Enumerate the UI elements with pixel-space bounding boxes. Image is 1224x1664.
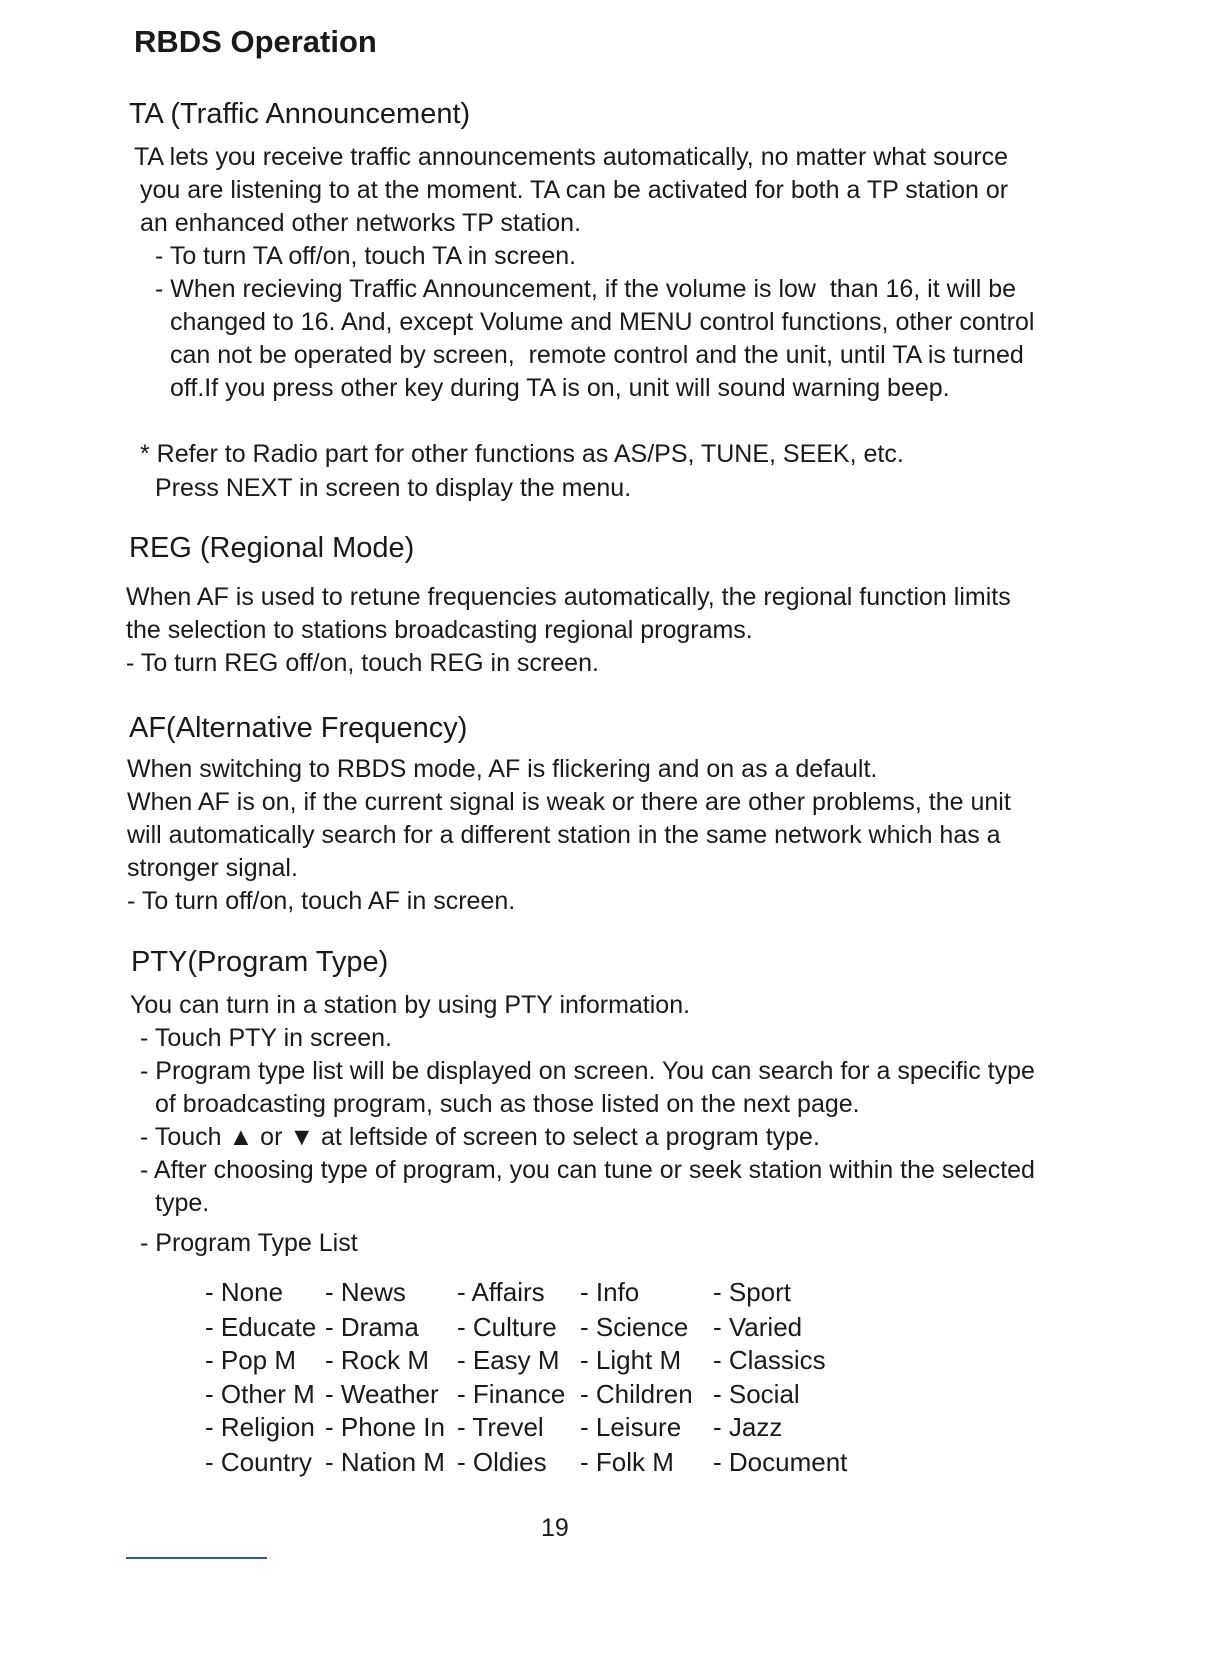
- program-type-item: - Social: [713, 1379, 800, 1409]
- pty-bullet-continued: type.: [155, 1189, 210, 1217]
- program-type-item: - Leisure: [580, 1412, 682, 1442]
- program-type-item: - Trevel: [457, 1412, 544, 1442]
- reg-bullet: - To turn REG off/on, touch REG in screen.: [126, 649, 599, 677]
- ta-bullet-continued: changed to 16. And, except Volume and MENU control functions, other control: [170, 308, 1035, 336]
- program-type-item: - Science: [580, 1312, 689, 1342]
- reg-paragraph-line: When AF is used to retune frequencies automatically, the regional function limits: [126, 583, 1011, 611]
- pty-bullet: - Program type list will be displayed on screen. You can search for a specific type: [140, 1057, 1035, 1085]
- program-type-row: [205, 1345, 826, 1378]
- af-paragraph-line: When AF is on, if the current signal is weak or there are other problems, the unit: [127, 788, 1011, 816]
- ta-note: * Refer to Radio part for other functions as AS/PS, TUNE, SEEK, etc.: [140, 440, 904, 468]
- program-type-item: - Culture: [457, 1312, 557, 1342]
- program-type-item: - None: [205, 1277, 284, 1307]
- pty-bullet: - Program Type List: [140, 1229, 358, 1257]
- program-type-item: - Light M: [580, 1345, 682, 1375]
- af-bullet: - To turn off/on, touch AF in screen.: [127, 887, 516, 915]
- program-type-item: - Nation M: [325, 1447, 445, 1477]
- reg-heading: REG (Regional Mode): [129, 532, 415, 564]
- pty-bullet: - Touch ▲ or ▼ at leftside of screen to select a program type.: [140, 1123, 820, 1151]
- program-type-item: - Document: [713, 1447, 848, 1477]
- program-type-item: - Finance: [457, 1379, 566, 1409]
- ta-heading: TA (Traffic Announcement): [129, 98, 471, 130]
- program-type-item: - Rock M: [325, 1345, 429, 1375]
- program-type-row: [205, 1412, 783, 1445]
- program-type-item: - Other M: [205, 1379, 315, 1409]
- ta-note: Press NEXT in screen to display the menu.: [155, 474, 632, 502]
- ta-bullet-continued: off.If you press other key during TA is on, unit will sound warning beep.: [170, 374, 950, 402]
- program-type-item: - Classics: [713, 1345, 826, 1375]
- program-type-item: - Phone In: [325, 1412, 445, 1442]
- program-type-item: - Folk M: [580, 1447, 674, 1477]
- ta-bullet: - When recieving Traffic Announcement, if the volume is low than 16, it will be: [155, 275, 1017, 303]
- ta-paragraph-line: an enhanced other networks TP station.: [140, 209, 582, 237]
- footer-rule: [126, 1557, 267, 1559]
- pty-bullet: - Touch PTY in screen.: [140, 1024, 392, 1052]
- program-type-item: - Affairs: [457, 1277, 545, 1307]
- program-type-item: - Drama: [325, 1312, 419, 1342]
- program-type-row: [205, 1312, 803, 1345]
- af-paragraph-line: When switching to RBDS mode, AF is flickering and on as a default.: [127, 755, 878, 783]
- ta-bullet: - To turn TA off/on, touch TA in screen.: [155, 242, 577, 270]
- program-type-item: - Info: [580, 1277, 640, 1307]
- program-type-row: [205, 1379, 800, 1412]
- program-type-item: - Religion: [205, 1412, 315, 1442]
- ta-paragraph-line: you are listening to at the moment. TA can be activated for both a TP station or: [140, 176, 1009, 204]
- program-type-item: - Children: [580, 1379, 693, 1409]
- program-type-row: [205, 1447, 848, 1480]
- program-type-item: - Weather: [325, 1379, 439, 1409]
- reg-paragraph-line: the selection to stations broadcasting regional programs.: [126, 616, 753, 644]
- page-number: 19: [541, 1514, 569, 1542]
- program-type-item: - News: [325, 1277, 406, 1307]
- pty-heading: PTY(Program Type): [131, 946, 389, 978]
- pty-paragraph-line: You can turn in a station by using PTY information.: [130, 991, 691, 1019]
- af-paragraph-line: will automatically search for a different station in the same network which has a: [127, 821, 1001, 849]
- af-paragraph-line: stronger signal.: [127, 854, 298, 882]
- page-title: RBDS Operation: [134, 24, 377, 59]
- af-heading: AF(Alternative Frequency): [129, 712, 468, 744]
- program-type-item: - Pop M: [205, 1345, 297, 1375]
- program-type-item: - Educate: [205, 1312, 317, 1342]
- program-type-item: - Oldies: [457, 1447, 547, 1477]
- ta-paragraph-line: TA lets you receive traffic announcements automatically, no matter what source: [134, 143, 1009, 171]
- program-type-row: [205, 1277, 792, 1310]
- pty-bullet: - After choosing type of program, you can tune or seek station within the selected: [140, 1156, 1035, 1184]
- program-type-item: - Country: [205, 1447, 312, 1477]
- program-type-item: - Jazz: [713, 1412, 783, 1442]
- ta-bullet-continued: can not be operated by screen, remote control and the unit, until TA is turned: [170, 341, 1024, 369]
- program-type-item: - Sport: [713, 1277, 792, 1307]
- program-type-item: - Easy M: [457, 1345, 560, 1375]
- program-type-item: - Varied: [713, 1312, 803, 1342]
- pty-bullet-continued: of broadcasting program, such as those listed on the next page.: [155, 1090, 860, 1118]
